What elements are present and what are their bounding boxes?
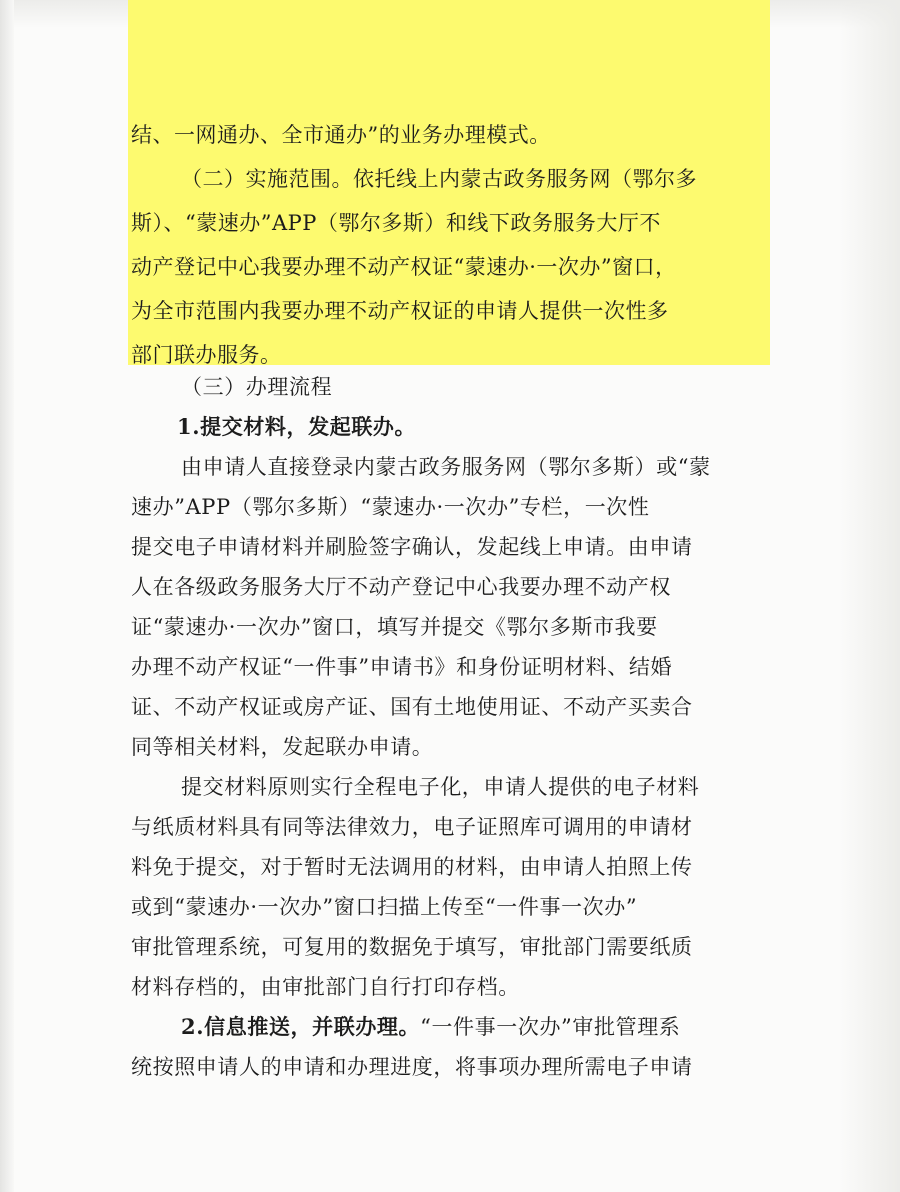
paragraph-line: 同等相关材料，发起联办申请。 (131, 735, 434, 759)
step2-heading: 2.信息推送，并联办理。 (181, 1014, 421, 1039)
paragraph-line: 证、不动产权证或房产证、国有土地使用证、不动产买卖合 (131, 695, 693, 719)
paragraph-line: 与纸质材料具有同等法律效力，电子证照库可调用的申请材 (131, 815, 693, 839)
step1-paragraph-2 (131, 767, 771, 1007)
step1-paragraph-1 (131, 447, 771, 767)
highlighted-line: 结、一网通办、全市通办”的业务办理模式。 (131, 123, 551, 147)
body-text (131, 367, 771, 1087)
paragraph-line: 材料存档的，由审批部门自行打印存档。 (131, 975, 520, 999)
paragraph-line: 办理不动产权证“一件事”申请书》和身份证明材料、结婚 (131, 655, 673, 679)
paragraph-line: 或到“蒙速办·一次办”窗口扫描上传至“一件事一次办” (131, 895, 638, 919)
paragraph-line: 料免于提交，对于暂时无法调用的材料，由申请人拍照上传 (131, 855, 693, 879)
highlighted-line: 部门联办服务。 (131, 343, 282, 367)
highlighted-line: （二）实施范围。依托线上内蒙古政务服务网（鄂尔多 (181, 167, 697, 191)
paragraph-line: 速办”APP（鄂尔多斯）“蒙速办·一次办”专栏，一次性 (131, 495, 650, 519)
highlighted-line: 动产登记中心我要办理不动产权证“蒙速办·一次办”窗口， (131, 255, 677, 279)
highlighted-line: 斯）、“蒙速办”APP（鄂尔多斯）和线下政务服务大厅不 (131, 211, 661, 235)
paragraph-line: 审批管理系统，可复用的数据免于填写，审批部门需要纸质 (131, 935, 693, 959)
paragraph-line: 提交材料原则实行全程电子化，申请人提供的电子材料 (181, 775, 700, 799)
step1-heading: 1.提交材料，发起联办。 (177, 414, 417, 439)
section-heading: （三）办理流程 (181, 375, 333, 399)
highlighted-text-block (131, 113, 771, 377)
paragraph-line: 证“蒙速办·一次办”窗口，填写并提交《鄂尔多斯市我要 (131, 615, 658, 639)
page-left-shadow (0, 0, 14, 1192)
paragraph-line: 人在各级政务服务大厅不动产登记中心我要办理不动产权 (131, 575, 671, 599)
page-right-shadow (840, 0, 900, 1192)
paragraph-line: 提交电子申请材料并刷脸签字确认，发起线上申请。由申请 (131, 535, 693, 559)
highlighted-line: 为全市范围内我要办理不动产权证的申请人提供一次性多 (131, 299, 669, 323)
paragraph-line: “一件事一次办”审批管理系 (420, 1015, 681, 1039)
paragraph-line: 统按照申请人的申请和办理进度，将事项办理所需电子申请 (131, 1055, 693, 1079)
paragraph-line: 由申请人直接登录内蒙古政务服务网（鄂尔多斯）或“蒙 (181, 455, 711, 479)
step2-paragraph (131, 1007, 771, 1087)
step2-first-line (131, 1007, 771, 1047)
